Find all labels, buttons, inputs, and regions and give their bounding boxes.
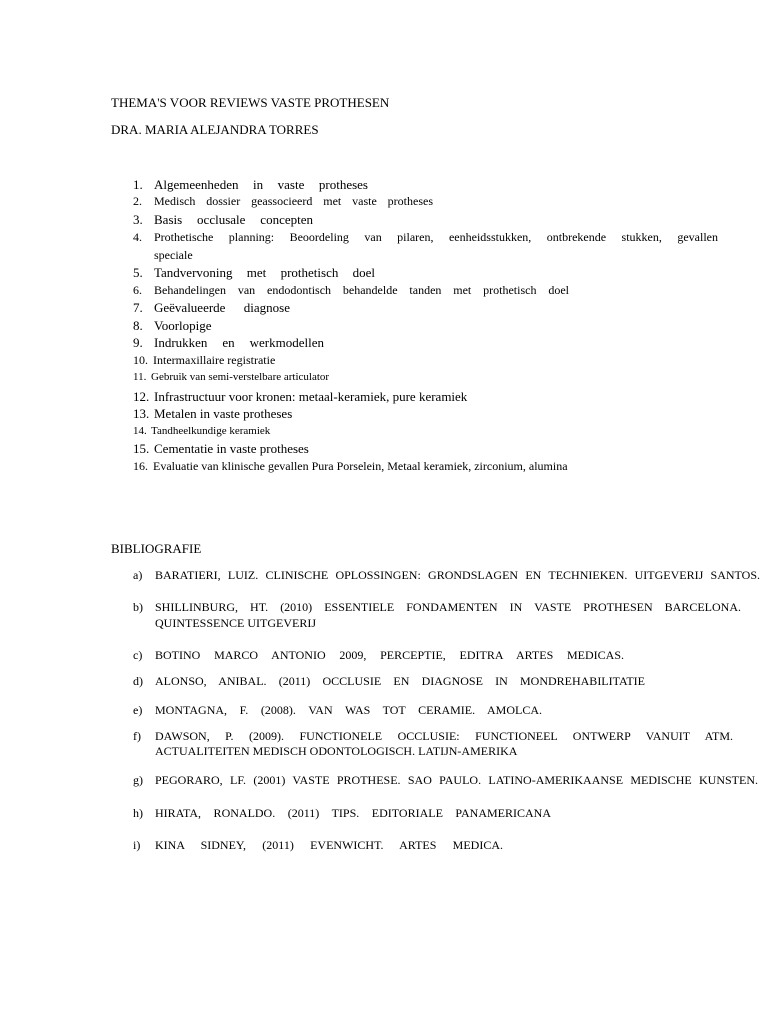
bibliography-heading: BIBLIOGRAFIE bbox=[111, 541, 202, 556]
document-author: DRA. MARIA ALEJANDRA TORRES bbox=[111, 122, 319, 137]
document-title: THEMA'S VOOR REVIEWS VASTE PROTHESEN bbox=[111, 95, 390, 110]
